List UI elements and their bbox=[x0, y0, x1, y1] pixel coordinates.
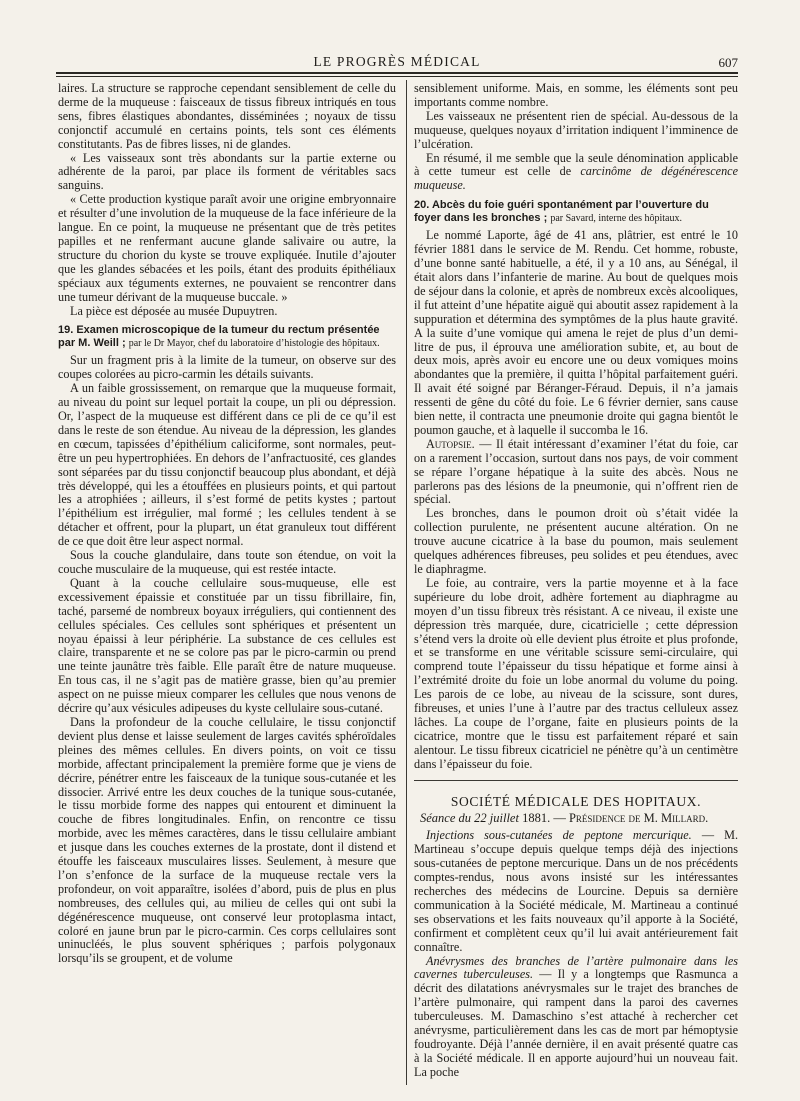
paragraph: Sous la couche glandulaire, dans toute son étendue, on voit la couche musculaire de la muqueuse, qui est restée intacte. bbox=[58, 548, 396, 576]
header-rule-thin bbox=[56, 76, 738, 77]
section-heading-20 bbox=[414, 199, 738, 225]
paragraph bbox=[414, 955, 738, 1080]
section-heading-19 bbox=[58, 324, 396, 350]
section-title: 20. Abcès du foie guéri spontanément par l’ouverture du foyer dans les bronches ; bbox=[414, 199, 709, 225]
seance-presidence: Présidence de M. Millard. bbox=[568, 810, 709, 825]
paragraph-text: — Il y a longtemps que Rasmunca a décrit des dilatations anévrysmales sur le trajet des branches de l’artère pulmonaire, qui rampent dans la paroi des cavernes tuberculeuses. M. Damaschino s’est attaché à rechercher cet anévrysme, particulièrement dans les cas de mort par hémoptysie foudroyante. Déjà l’année dernière, il en avait présenté quatre cas à la Société médicale. Il en apporte aujourd’hui un nouveau fait. La poche bbox=[414, 967, 738, 1079]
paragraph: La pièce est déposée au musée Dupuytren. bbox=[70, 303, 278, 318]
topic-title: Injections sous-cutanées de peptone mercurique. bbox=[426, 828, 692, 843]
section-author: par Savard, interne des hôpitaux. bbox=[550, 213, 682, 225]
right-column bbox=[414, 82, 738, 1080]
paragraph: A un faible grossissement, on remarque que la muqueuse formait, au niveau du point sur lequel portait la coupe, un pli ou dépression. Or, l’aspect de la muqueuse est différent dans ce pli de ce qu’il est dans le reste de son étendue. Au niveau de la dépression, les glandes en cœcum, tapissées d’épithélium caliciforme, sont normales, peut-être un peu hypertrophiées. En dehors de l’anfractuosité, ces glandes sont séparées par du tissu conjonctif beaucoup plus abondant, et déjà très développé, qui les a étouffées en plusieurs points, et qui partout les a atrophiées ; ailleurs, il s’est formé de petits kystes ; partout l’épithélium est irrégulier, mal formé ; les cellules tendent à se détacher et offrent, pour la plupart, un état granuleux tout différent de ce que doit être leur aspect normal. bbox=[58, 381, 396, 549]
paragraph: Le foie, au contraire, vers la partie moyenne et à la face supérieure du lobe droit, adhère fortement au diaphragme au moyen d’un tissu fibreux très résistant. A ce niveau, il existe une dépression très marquée, dure, cicatricielle ; cette dépression s’étend vers la droite où elle devient plus étroite et plus profonde, et se transforme en une véritable scissure semi-circulaire, qui comprend toute l’épaisseur du tissu hépatique et forme ainsi à l’extrémité droite du foie un lobe anormal du volume du poing. Les parois de ce lobe, au niveau de la scissure, sont dures, fibreuses, et unies l’une à l’autre par des tractus celluleux assez lâches. La coupe de l’organe, faite en plusieurs points de la cicatrice, montre que le tissu est parfaitement réparé et sain alentour. Le tissu fibreux cicatriciel ne pénètre qu’à un centimètre dans l’épaisseur du foie. bbox=[414, 575, 738, 771]
autopsy-label: Autopsie. bbox=[426, 436, 475, 451]
paragraph-text: En résumé, il me semble que la seule dénomination applicable à cette tumeur est celle de bbox=[414, 150, 738, 179]
paragraph bbox=[414, 152, 738, 194]
topic-title: Anévrysmes des branches de l’artère pulmonaire dans les cavernes tuberculeuses. bbox=[414, 953, 738, 982]
page-number: 607 bbox=[718, 55, 738, 70]
running-head: LE PROGRÈS MÉDICAL bbox=[313, 54, 481, 69]
paragraph: « Les vaisseaux sont très abondants sur la partie externe ou adhérente de la paroi, par place ils forment de véritables sacs sanguins. bbox=[58, 150, 396, 193]
section-separator bbox=[414, 780, 738, 781]
paragraph: laires. La structure se rapproche cependant sensiblement de celle du derme de la muqueuse : faisceaux de tissus fibreux intriqués en tous sens, fibres élastiques abondantes, disséminées ; noyaux de tissu conjonctif accumulé en certains points, tels sont ces éléments constitutants. Pas de fibres lisses, ni de glandes. bbox=[58, 81, 396, 151]
page-header bbox=[56, 52, 738, 72]
society-title: SOCIÉTÉ MÉDICALE DES HOPITAUX. bbox=[450, 793, 702, 809]
paragraph: sensiblement uniforme. Mais, en somme, les éléments sont peu importants comme nombre. bbox=[414, 81, 738, 109]
paragraph: Le nommé Laporte, âgé de 41 ans, plâtrier, est entré le 10 février 1881 dans le service de M. Rendu. Cet homme, robuste, d’une bonne santé habituelle, a été, il y a 10 ans, au Sénégal, il était alors dans l’infanterie de marine. Au bout de quelques mois de séjour dans la colonie, et après de nombreux excès alcooliques, il fut atteint d’une hépatite aiguë qui aboutit assez rapidement à la suppuration et détermina des symptômes de la plus haute gravité. A la suite d’une vomique qui amena le rejet de plus d’un demi-litre de pus, il éprouva une amélioration subite, et, au bout de deux mois, après avoir eu encore une ou deux vomiques moins abondantes que la première, il quitta l’hôpital parfaitement guéri. Il avait été soigné par Béranger-Féraud. Depuis, il n’a jamais ressenti de gêne du côté du foie. Le 6 février dernier, sans cause bien nette, il contracta une pneumonie droite qui gagna bientôt le poumon gauche, et à laquelle il succomba le 16. bbox=[414, 228, 738, 437]
paragraph bbox=[414, 829, 738, 954]
paragraph: Sur un fragment pris à la limite de la tumeur, on observe sur des coupes colorées au picro-carmin les détails suivants. bbox=[58, 353, 396, 382]
seance-line bbox=[420, 812, 738, 826]
paragraph: Quant à la couche cellulaire sous-muqueuse, elle est excessivement épaissie et constituée par un tissu fibrillaire, fin, taché, parsemé de nombreux boyaux irréguliers, qui contiennent des cellules spéciales. Ces cellules sont sphériques et présentent un noyau épaissi à leur périphérie. La substance de ces cellules est claire, transparente et ne se colore pas par le picro-carmin ou prend une teinte jaunâtre très faible. Elle paraît être de nature muqueuse. En tous cas, il ne s’agit pas de matière grasse, bien qu’au premier aspect on ne puisse mieux comparer les cellules que nous venons de décrire qu’aux vésicules adipeuses du kyste cellulaire sous-cutané. bbox=[58, 575, 396, 716]
section-title: 19. Examen microscopique de la tumeur du rectum présentée par M. Weill ; bbox=[58, 324, 380, 350]
paragraph bbox=[414, 438, 738, 508]
paragraph: Les vaisseaux ne présentent rien de spécial. Au-dessous de la muqueuse, quelques noyaux d’irritation indiquent l’imminence de l’ulcération. bbox=[414, 108, 738, 151]
paragraph: « Cette production kystique paraît avoir une origine embryonnaire et résulter d’une involution de la muqueuse de la face inférieure de la langue. En ce point, la muqueuse ne présentant que de très petites papilles et ne renfermant aucune glande salivaire ou autre, la structure du chorion du kyste se trouve expliquée. Inutile d’ajouter que les glandes sébacées et les poils, étant des produits épithéliaux spéciaux aux téguments externes, ne pouvaient se rencontrer dans une tumeur dérivant de la muqueuse buccale. » bbox=[58, 192, 396, 304]
seance-date: Séance du 22 juillet bbox=[420, 810, 519, 825]
header-rule-thick bbox=[56, 72, 738, 74]
left-column bbox=[58, 82, 396, 966]
column-divider bbox=[406, 80, 407, 1085]
paragraph: Dans la profondeur de la couche cellulaire, le tissu conjonctif devient plus dense et laisse seulement de larges cavités sphéroïdales pleines des mêmes cellules. En divers points, on voit ce tissu morbide, affectant principalement la première forme que je viens de décrire, pénétrer entre les faisceaux de la tunique sous-cutanée et les dissocier. Arrivé entre les deux couches de la tunique sous-cutanée, le tissu morbide forme des nappes qui entourent et diminuent la couche de fibres longitudinales. Enfin, on rencontre ce tissu morbide, avec les mêmes caractères, dans le tissu cellulaire ambiant et jusque dans les couches externes de la prostate, dont il distend et étouffe les faisceaux musculaires lisses. Seulement, à mesure que l’on s’enfonce de la surface de la muqueuse rectale vers la profondeur, on voit apparaître, isolées d’abord, puis de plus en plus nombreuses, des cellules qui, au milieu de celles qui ont subi la dégénérescence muqueuse, ont conservé leur protoplasma intact, coloré en jaune brun par le picro-carmin. Ces corps cellulaires sont uninucléés, le plus souvent sphériques ; parfois polygonaux lorsqu’ils se groupent, et de volume bbox=[58, 714, 396, 966]
section-author: par le Dr Mayor, chef du laboratoire d’histologie des hôpitaux. bbox=[128, 338, 380, 350]
paragraph-text: — M. Martineau s’occupe depuis quelque temps déjà des injections sous-cutanées de peptone mercurique. Dans un de nos précédents comptes-rendus, nous avons insisté sur les intéressantes recherches des médecins de Lourcine. Depuis sa dernière communication à la Société médicale, M. Martineau a continué ses observations et les faits nouveaux qu’il apporte à la Société, confirment et complètent ceux qu’il lui avait antérieurement fait connaître. bbox=[414, 828, 739, 954]
diagnosis-term: carcinôme de dégénérescence muqueuse. bbox=[414, 164, 738, 193]
paragraph-text: — Il était intéressant d’examiner l’état du foie, car on a rarement l’occasion, surtout dans nos pays, de voir comment se répare l’organe hépatique à la suite des abcès. Nous ne parlerons pas des lésions de la pneumonie, qui n’offrent rien de spécial. bbox=[414, 436, 738, 507]
seance-year: 1881. — bbox=[522, 810, 566, 825]
paragraph: Les bronches, dans le poumon droit où s’était vidée la collection purulente, ne présentent aucune altération. On ne trouve aucune cicatrice à la base du poumon, mais seulement quelques adhérences fibreuses, peu solides et peu étendues, avec le diaphragme. bbox=[414, 506, 738, 576]
